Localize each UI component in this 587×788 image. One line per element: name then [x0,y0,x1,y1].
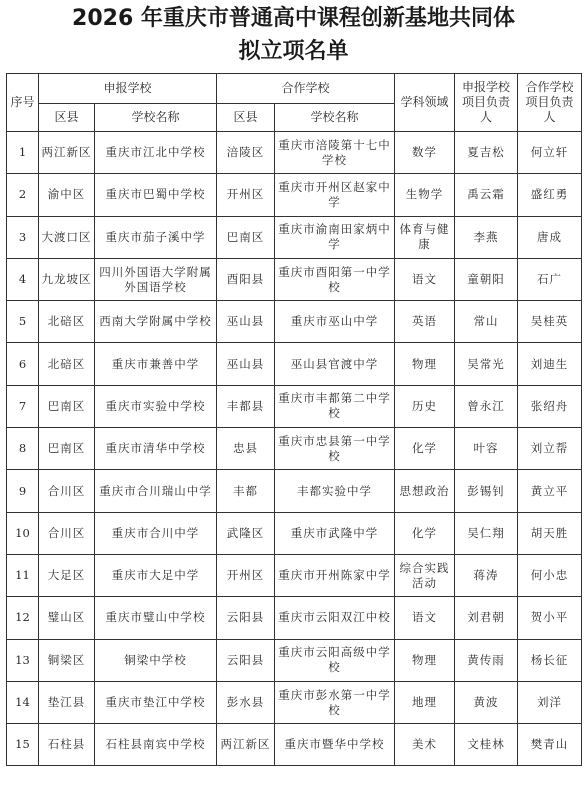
cell-apply-school: 重庆市江北中学校 [95,132,217,174]
cell-apply-lead: 禹云霜 [455,174,518,216]
cell-apply-district: 垫江县 [39,681,95,723]
cell-apply-district: 合川区 [39,470,95,512]
table-row [7,639,582,681]
cell-partner-lead: 何立轩 [518,132,582,174]
cell-subject: 历史 [395,385,455,427]
cell-apply-lead: 刘君朝 [455,597,518,639]
cell-partner-lead: 黄立平 [518,470,582,512]
header-partner-lead: 合作学校项目负责人 [518,74,582,132]
table-row [7,258,582,300]
cell-partner-lead: 刘迪生 [518,343,582,385]
cell-partner-district: 涪陵区 [217,132,275,174]
cell-partner-school: 重庆市渝南田家炳中学 [275,216,395,258]
cell-subject: 地理 [395,681,455,723]
cell-partner-school: 重庆市忠县第一中学校 [275,428,395,470]
cell-partner-district: 云阳县 [217,639,275,681]
cell-partner-school: 重庆市涪陵第十七中学校 [275,132,395,174]
cell-partner-lead: 胡天胜 [518,512,582,554]
cell-partner-school: 重庆市云阳高级中学校 [275,639,395,681]
cell-apply-district: 石柱县 [39,724,95,766]
cell-partner-district: 彭水县 [217,681,275,723]
cell-subject: 美术 [395,724,455,766]
cell-partner-lead: 刘立帮 [518,428,582,470]
cell-subject: 综合实践活动 [395,554,455,596]
table-row [7,724,582,766]
cell-partner-lead: 石广 [518,258,582,300]
cell-apply-school: 重庆市清华中学校 [95,428,217,470]
header-partner-school: 合作学校 [217,74,395,104]
project-list-table [6,73,582,766]
header-seq: 序号 [7,74,39,132]
cell-apply-district: 九龙坡区 [39,258,95,300]
cell-partner-lead: 盛红勇 [518,174,582,216]
cell-partner-district: 开州区 [217,174,275,216]
cell-partner-district: 武隆区 [217,512,275,554]
cell-seq: 12 [7,597,39,639]
header-apply-school-name: 学校名称 [95,104,217,132]
cell-partner-lead: 刘洋 [518,681,582,723]
cell-seq: 1 [7,132,39,174]
cell-seq: 14 [7,681,39,723]
cell-partner-school: 重庆市彭水第一中学校 [275,681,395,723]
cell-apply-district: 渝中区 [39,174,95,216]
cell-partner-lead: 何小忠 [518,554,582,596]
cell-apply-lead: 叶容 [455,428,518,470]
table-row [7,174,582,216]
cell-apply-lead: 吴仁翔 [455,512,518,554]
cell-apply-school: 铜梁中学校 [95,639,217,681]
cell-subject: 物理 [395,343,455,385]
table-body [7,132,582,766]
cell-partner-school: 重庆市巫山中学 [275,301,395,343]
cell-partner-school: 重庆市云阳双江中校 [275,597,395,639]
cell-apply-school: 重庆市合川中学 [95,512,217,554]
table-row [7,597,582,639]
cell-partner-lead: 樊青山 [518,724,582,766]
table-row [7,512,582,554]
cell-partner-school: 重庆市丰都第二中学校 [275,385,395,427]
cell-seq: 13 [7,639,39,681]
cell-partner-district: 开州区 [217,554,275,596]
cell-apply-lead: 常山 [455,301,518,343]
cell-partner-lead: 杨长征 [518,639,582,681]
cell-partner-school: 重庆市酉阳第一中学校 [275,258,395,300]
cell-apply-lead: 黄波 [455,681,518,723]
table-row [7,385,582,427]
header-subject: 学科领域 [395,74,455,132]
cell-apply-district: 璧山区 [39,597,95,639]
cell-seq: 4 [7,258,39,300]
cell-subject: 化学 [395,428,455,470]
cell-seq: 2 [7,174,39,216]
cell-subject: 语文 [395,258,455,300]
cell-partner-lead: 吴桂英 [518,301,582,343]
cell-apply-school: 重庆市璧山中学校 [95,597,217,639]
table-row [7,301,582,343]
cell-apply-district: 合川区 [39,512,95,554]
cell-partner-lead: 张绍舟 [518,385,582,427]
cell-partner-district: 巫山县 [217,301,275,343]
header-partner-district: 区县 [217,104,275,132]
cell-apply-lead: 李燕 [455,216,518,258]
cell-apply-school: 西南大学附属中学校 [95,301,217,343]
cell-partner-district: 丰都县 [217,385,275,427]
cell-apply-lead: 童朝阳 [455,258,518,300]
cell-apply-lead: 曾永江 [455,385,518,427]
cell-apply-lead: 夏吉松 [455,132,518,174]
cell-apply-school: 重庆市巴蜀中学校 [95,174,217,216]
cell-partner-school: 重庆市开州区赵家中学 [275,174,395,216]
document-title: 2026 年重庆市普通高中课程创新基地共同体 [72,6,515,31]
table-row [7,132,582,174]
cell-partner-school: 重庆市暨华中学校 [275,724,395,766]
table-row [7,428,582,470]
cell-partner-school: 重庆市武隆中学 [275,512,395,554]
cell-apply-school: 重庆市大足中学 [95,554,217,596]
cell-partner-school: 丰都实验中学 [275,470,395,512]
cell-subject: 思想政治 [395,470,455,512]
cell-apply-school: 石柱县南宾中学校 [95,724,217,766]
header-apply-school: 申报学校 [39,74,217,104]
cell-apply-school: 重庆市兼善中学 [95,343,217,385]
cell-subject: 英语 [395,301,455,343]
cell-apply-district: 北碚区 [39,301,95,343]
cell-partner-lead: 贺小平 [518,597,582,639]
cell-seq: 10 [7,512,39,554]
cell-subject: 生物学 [395,174,455,216]
cell-subject: 体育与健康 [395,216,455,258]
cell-partner-district: 丰都 [217,470,275,512]
table-row [7,216,582,258]
cell-apply-district: 两江新区 [39,132,95,174]
cell-partner-district: 巴南区 [217,216,275,258]
cell-subject: 化学 [395,512,455,554]
table-row [7,554,582,596]
cell-apply-district: 北碚区 [39,343,95,385]
cell-partner-district: 忠县 [217,428,275,470]
cell-partner-school: 巫山县官渡中学 [275,343,395,385]
table-row [7,470,582,512]
cell-partner-district: 酉阳县 [217,258,275,300]
cell-apply-lead: 吴常光 [455,343,518,385]
cell-seq: 3 [7,216,39,258]
header-apply-district: 区县 [39,104,95,132]
header-partner-school-name: 学校名称 [275,104,395,132]
cell-apply-district: 大渡口区 [39,216,95,258]
cell-partner-school: 重庆市开州陈家中学 [275,554,395,596]
cell-apply-school: 四川外国语大学附属外国语学校 [95,258,217,300]
cell-apply-school: 重庆市茄子溪中学 [95,216,217,258]
cell-apply-district: 巴南区 [39,428,95,470]
table-row [7,681,582,723]
cell-apply-district: 铜梁区 [39,639,95,681]
cell-seq: 8 [7,428,39,470]
document-subtitle: 拟立项名单 [238,39,349,64]
cell-subject: 语文 [395,597,455,639]
cell-apply-lead: 蒋涛 [455,554,518,596]
cell-seq: 15 [7,724,39,766]
cell-apply-school: 重庆市合川瑞山中学 [95,470,217,512]
cell-subject: 物理 [395,639,455,681]
cell-seq: 5 [7,301,39,343]
cell-apply-lead: 文桂林 [455,724,518,766]
cell-partner-lead: 唐成 [518,216,582,258]
cell-seq: 9 [7,470,39,512]
cell-apply-lead: 黄传雨 [455,639,518,681]
cell-seq: 6 [7,343,39,385]
cell-apply-school: 重庆市实验中学校 [95,385,217,427]
cell-apply-district: 巴南区 [39,385,95,427]
cell-apply-district: 大足区 [39,554,95,596]
cell-partner-district: 云阳县 [217,597,275,639]
cell-seq: 11 [7,554,39,596]
cell-apply-lead: 彭锡钊 [455,470,518,512]
table-row [7,343,582,385]
cell-partner-district: 巫山县 [217,343,275,385]
cell-apply-school: 重庆市垫江中学校 [95,681,217,723]
cell-seq: 7 [7,385,39,427]
header-apply-lead: 申报学校项目负责人 [455,74,518,132]
cell-subject: 数学 [395,132,455,174]
cell-partner-district: 两江新区 [217,724,275,766]
